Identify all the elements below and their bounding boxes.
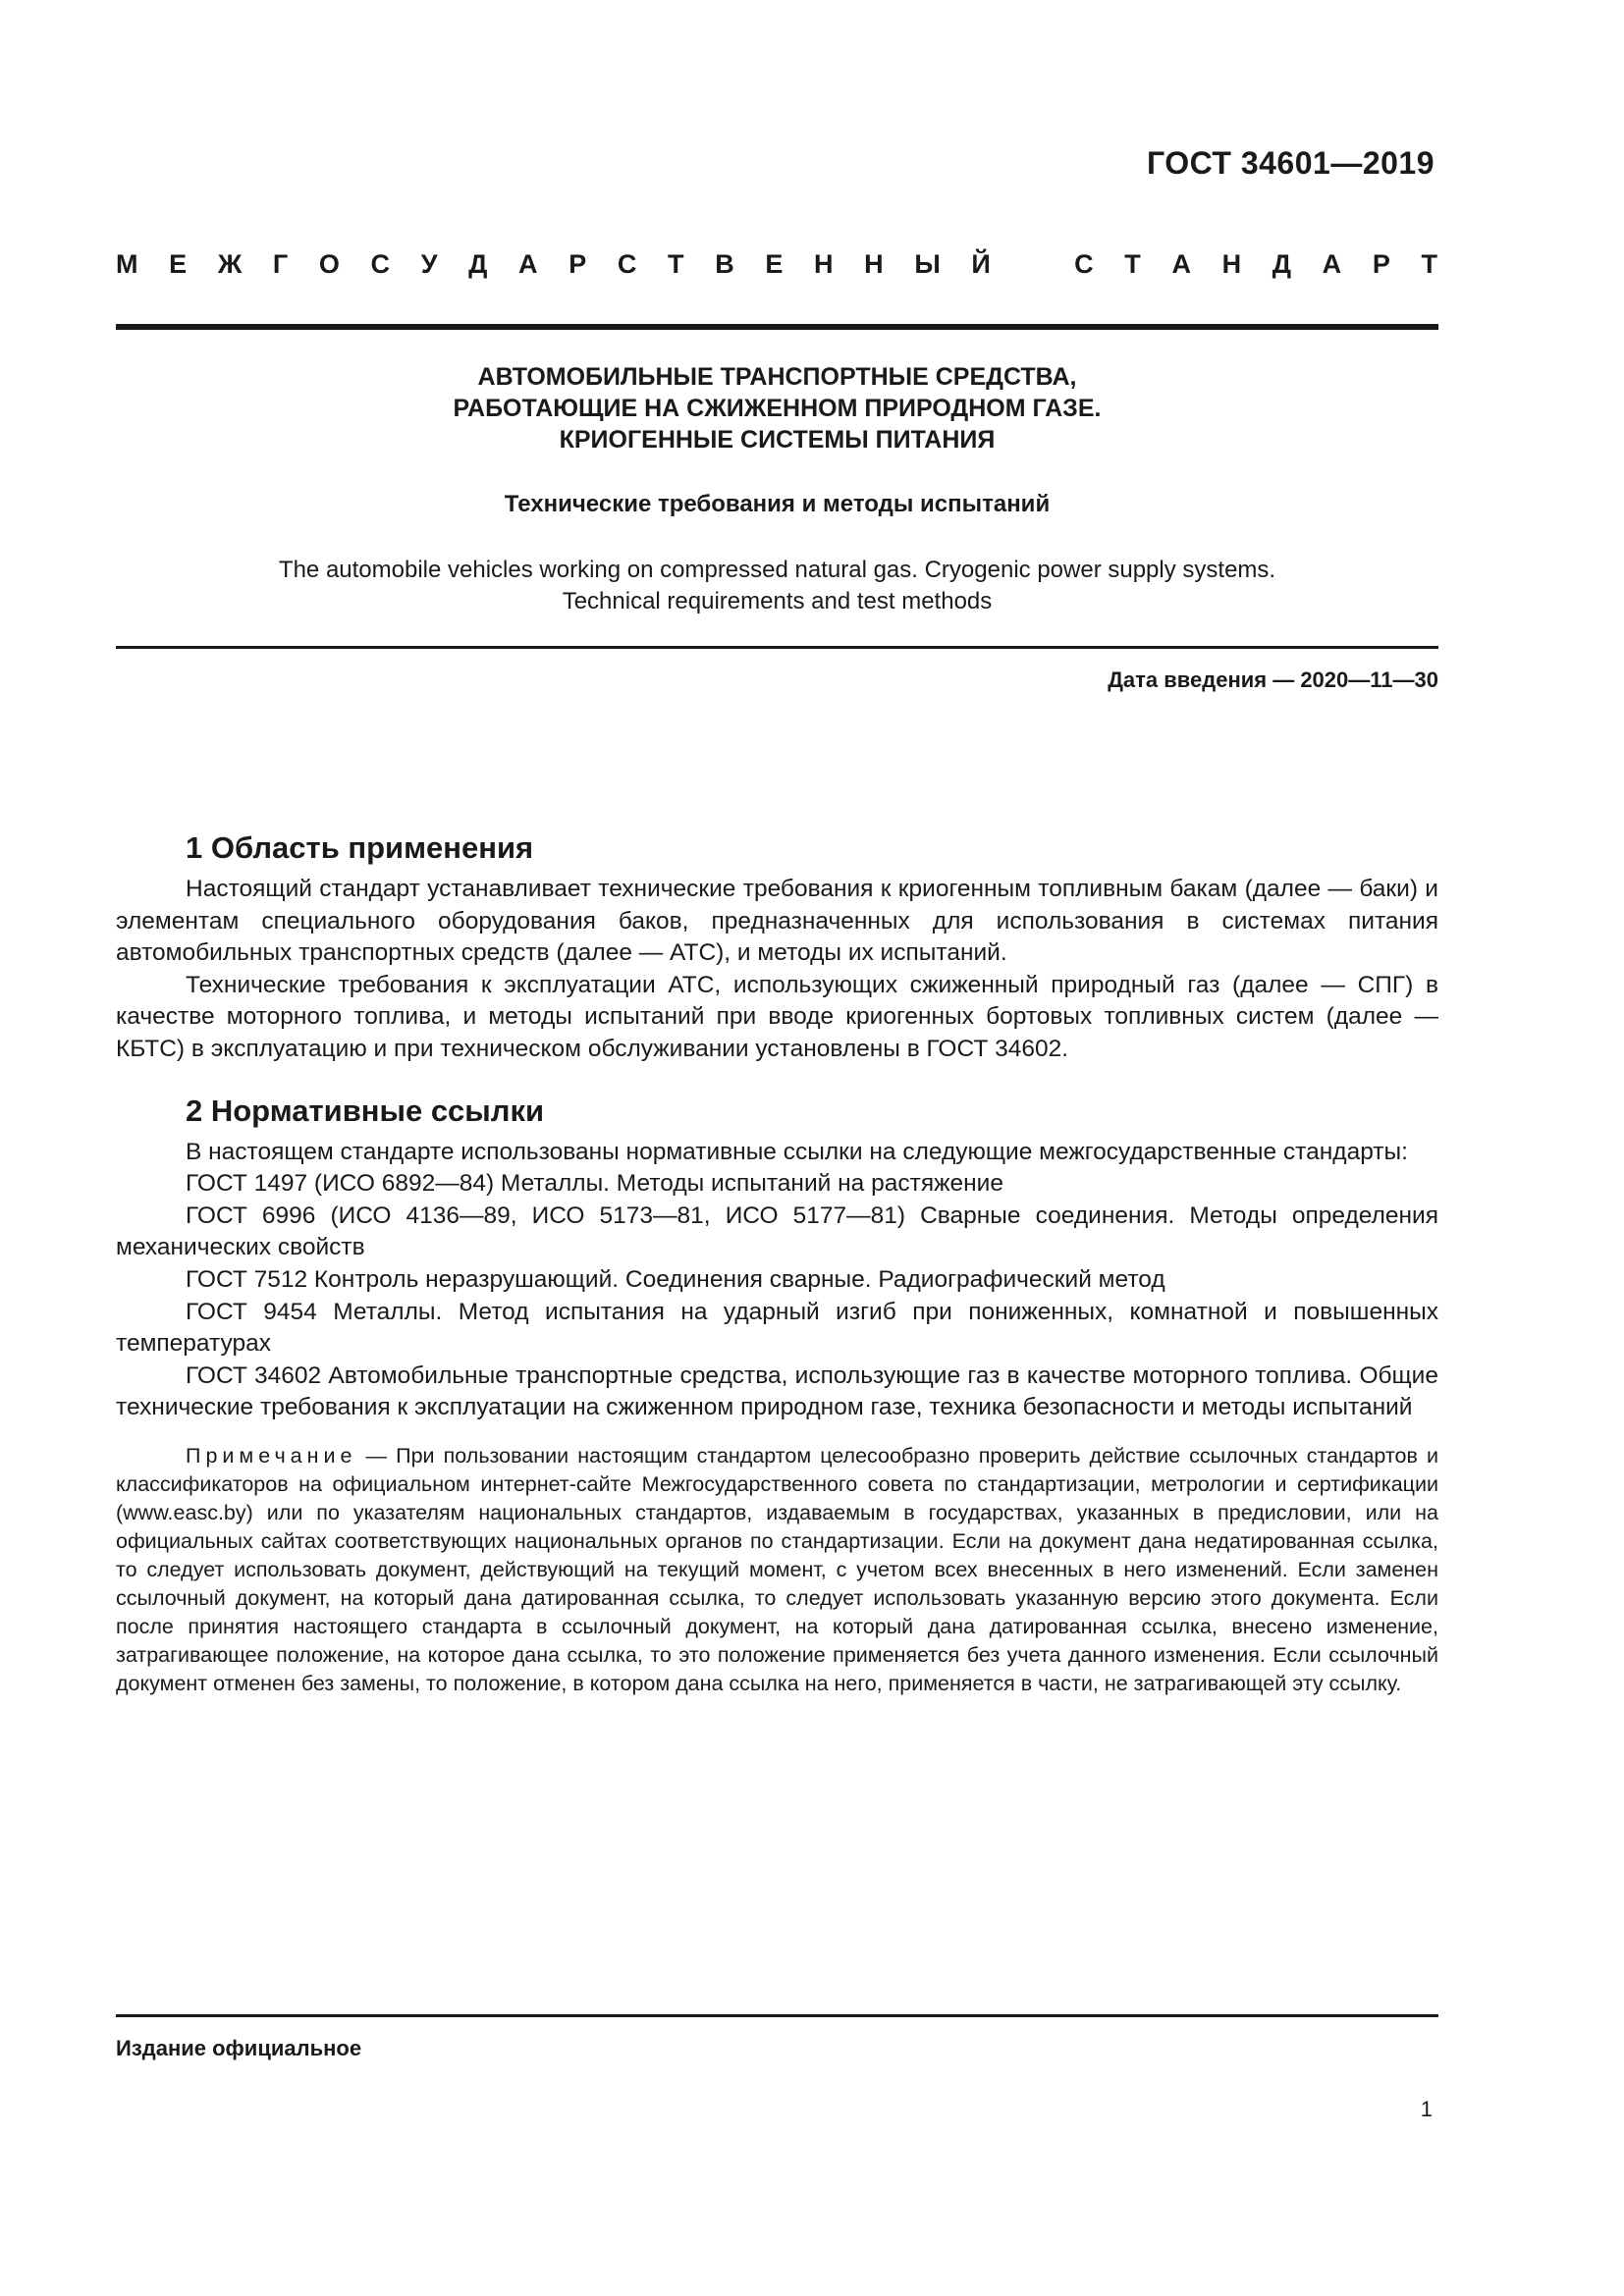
reference-item: ГОСТ 1497 (ИСО 6892—84) Металлы. Методы испытаний на растяжение xyxy=(186,1170,1003,1198)
bottom-divider xyxy=(116,2014,1438,2017)
reference-item: ГОСТ 34602 Автомобильные транспортные средства, использующие газ в качестве моторного топлива. Общие технические требования к эксплуатации на сжиженном природном газе, техника безопасности и методы испытаний xyxy=(116,1362,1438,1421)
banner-letter: Т xyxy=(1124,249,1141,279)
note-label: Примечание xyxy=(186,1443,357,1468)
page-number: 1 xyxy=(1420,2097,1433,2121)
note-block xyxy=(116,1442,1438,1698)
banner-letter: М xyxy=(116,249,138,279)
banner-letter: Г xyxy=(272,249,289,279)
banner-letter: В xyxy=(715,249,734,279)
banner-letter: Р xyxy=(1372,249,1390,279)
reference-item: ГОСТ 6996 (ИСО 4136—89, ИСО 5173—81, ИСО 5177—81) Сварные соединения. Методы определения механических свойств xyxy=(116,1201,1438,1261)
banner-letter: С xyxy=(1074,249,1094,279)
banner-letter: Т xyxy=(668,249,684,279)
paragraph: Настоящий стандарт устанавливает технические требования к криогенным топливным бакам (далее — баки) и элементам специального оборудования баков, предназначенных для использования в системах питания автомобильных транспортных средств (далее — АТС), и методы их испытаний. xyxy=(116,876,1438,967)
banner-letter: Т xyxy=(1421,249,1437,279)
english-title-line: The automobile vehicles working on compressed natural gas. Cryogenic power supply systems. xyxy=(278,557,1276,583)
document-title xyxy=(116,361,1438,455)
interstate-standard-banner xyxy=(116,249,1437,280)
reference-item: ГОСТ 7512 Контроль неразрушающий. Соединения сварные. Радиографический метод xyxy=(186,1265,1165,1293)
banner-letter: Е xyxy=(169,249,188,279)
section-heading: 2 Нормативные ссылки xyxy=(186,1093,545,1128)
banner-letter: Н xyxy=(864,249,884,279)
banner-letter: Р xyxy=(568,249,587,279)
banner-letter: Ы xyxy=(914,249,941,279)
document-subtitle: Технические требования и методы испытаний xyxy=(504,491,1051,517)
banner-letter: Ж xyxy=(217,249,243,279)
title-line: АВТОМОБИЛЬНЫЕ ТРАНСПОРТНЫЕ СРЕДСТВА, xyxy=(477,363,1077,391)
reference-item: ГОСТ 9454 Металлы. Метод испытания на ударный изгиб при пониженных, комнатной и повышенных температурах xyxy=(116,1298,1438,1358)
paragraph: Технические требования к эксплуатации АТС, использующих сжиженный природный газ (далее — СПГ) в качестве моторного топлива, и методы испытаний при вводе криогенных бортовых топливных систем (далее — КБТС) в эксплуатацию и при техническом обслуживании установлены в ГОСТ 34602. xyxy=(116,971,1438,1062)
english-title-line: Technical requirements and test methods xyxy=(562,588,993,614)
top-divider xyxy=(116,324,1438,330)
introduction-date: Дата введения — 2020—11—30 xyxy=(1108,667,1438,692)
paragraph: В настоящем стандарте использованы нормативные ссылки на следующие межгосударственные стандарты: xyxy=(186,1138,1408,1165)
banner-word-gap xyxy=(1021,249,1043,280)
title-line: РАБОТАЮЩИЕ НА СЖИЖЕННОМ ПРИРОДНОМ ГАЗЕ. xyxy=(453,395,1102,422)
banner-letter: Д xyxy=(468,249,488,279)
banner-letter: А xyxy=(1322,249,1342,279)
title-line: КРИОГЕННЫЕ СИСТЕМЫ ПИТАНИЯ xyxy=(559,426,996,454)
standard-number: ГОСТ 34601—2019 xyxy=(1146,145,1435,181)
banner-letter: Н xyxy=(814,249,834,279)
title-divider xyxy=(116,646,1438,649)
banner-letter: А xyxy=(1171,249,1191,279)
english-title xyxy=(116,555,1438,617)
banner-letter: Й xyxy=(971,249,991,279)
banner-letter: А xyxy=(518,249,538,279)
note-text: — При пользовании настоящим стандартом целесообразно проверить действие ссылочных стандартов и классификаторов на официальном интернет-сайте Межгосударственного совета по стандартизации, метрологии и сертификации (www.easc.by) или по указателям национальных стандартов, издаваемым в государствах, указанных в предисловии, или на официальных сайтах соответствующих национальных органов по стандартизации. Если на документ дана недатированная ссылка, то следует использовать документ, действующий на текущий момент, с учетом всех внесенных в него изменений. Если заменен ссылочный документ, на который дана датированная ссылка, то следует использовать указанную версию этого документа. Если после принятия настоящего стандарта в ссылочный документ, на который дана датированная ссылка, внесено изменение, затрагивающее положение, на которое дана ссылка, то это положение применяется без учета данного изменения. Если ссылочный документ отменен без замены, то положение, в котором дана ссылка на него, применяется в части, не затрагивающей эту ссылку. xyxy=(116,1443,1438,1695)
banner-letter: Е xyxy=(765,249,784,279)
document-body xyxy=(116,828,1438,1698)
banner-letter: С xyxy=(370,249,391,279)
banner-letter: Д xyxy=(1272,249,1292,279)
banner-letter: О xyxy=(318,249,340,279)
banner-letter: С xyxy=(617,249,637,279)
edition-label: Издание официальное xyxy=(116,2036,362,2060)
banner-letter: Н xyxy=(1221,249,1242,279)
section-heading: 1 Область применения xyxy=(186,830,534,865)
banner-letter: У xyxy=(420,249,438,279)
